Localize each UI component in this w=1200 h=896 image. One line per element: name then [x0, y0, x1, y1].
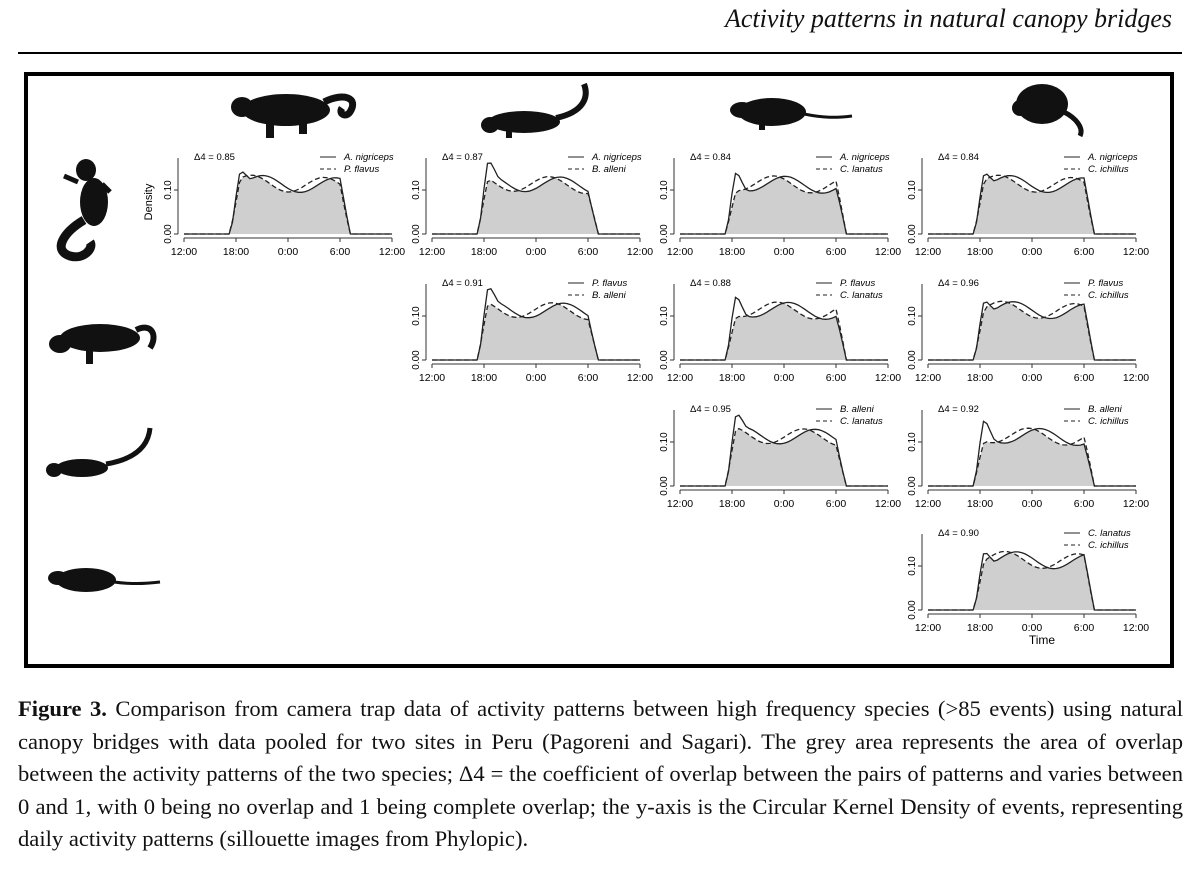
legend-species-b: C. ichillus: [1088, 416, 1129, 427]
x-tick-label: 6:00: [825, 498, 847, 510]
y-tick-label: 0.10: [907, 180, 918, 200]
x-tick-label: 12:00: [666, 372, 694, 384]
legend-species-b: B. alleni: [592, 164, 626, 175]
x-tick-label: 0:00: [277, 246, 299, 258]
x-tick-label: 18:00: [966, 498, 994, 510]
x-tick-label: 12:00: [874, 372, 902, 384]
header-rule: [18, 52, 1182, 54]
legend-species-a: A. nigriceps: [344, 152, 394, 163]
x-tick-label: 6:00: [577, 372, 599, 384]
legend-species-a: P. flavus: [840, 278, 876, 289]
x-tick-label: 0:00: [1021, 622, 1043, 634]
x-tick-label: 6:00: [1073, 498, 1095, 510]
legend-species-b: C. ichillus: [1088, 164, 1129, 175]
y-tick-label: 0.10: [907, 556, 918, 576]
density-axis-label: Density: [143, 183, 155, 221]
x-tick-label: 12:00: [1122, 498, 1150, 510]
x-tick-label: 12:00: [914, 246, 942, 258]
x-tick-label: 12:00: [1122, 372, 1150, 384]
y-tick-label: 0.00: [907, 350, 918, 370]
legend-species-b: C. lanatus: [840, 416, 883, 427]
y-tick-label: 0.10: [659, 180, 670, 200]
legend-species-a: B. alleni: [1088, 404, 1122, 415]
delta4-label: Δ4 = 0.88: [690, 278, 731, 289]
x-tick-label: 12:00: [418, 246, 446, 258]
y-tick-label: 0.00: [163, 224, 174, 244]
y-tick-label: 0.10: [163, 180, 174, 200]
x-tick-label: 12:00: [1122, 622, 1150, 634]
x-tick-label: 18:00: [470, 372, 498, 384]
x-tick-label: 0:00: [525, 246, 547, 258]
x-tick-label: 6:00: [825, 246, 847, 258]
legend-species-a: C. lanatus: [1088, 528, 1131, 539]
x-tick-label: 6:00: [1073, 372, 1095, 384]
y-tick-label: 0.10: [659, 306, 670, 326]
x-tick-label: 6:00: [825, 372, 847, 384]
legend-species-a: P. flavus: [592, 278, 628, 289]
x-tick-label: 12:00: [874, 498, 902, 510]
legend-species-a: P. flavus: [1088, 278, 1124, 289]
y-tick-label: 0.00: [411, 224, 422, 244]
y-tick-label: 0.00: [907, 600, 918, 620]
y-tick-label: 0.00: [659, 476, 670, 496]
legend-species-a: A. nigriceps: [1088, 152, 1138, 163]
y-tick-label: 0.10: [907, 306, 918, 326]
y-tick-label: 0.10: [659, 432, 670, 452]
x-tick-label: 18:00: [718, 246, 746, 258]
x-tick-label: 18:00: [966, 246, 994, 258]
x-tick-label: 6:00: [577, 246, 599, 258]
y-tick-label: 0.10: [411, 180, 422, 200]
y-tick-label: 0.00: [411, 350, 422, 370]
activity-overlap-figure: [24, 72, 1174, 668]
x-tick-label: 0:00: [773, 246, 795, 258]
x-tick-label: 18:00: [966, 622, 994, 634]
x-tick-label: 0:00: [525, 372, 547, 384]
x-tick-label: 6:00: [329, 246, 351, 258]
legend-species-b: P. flavus: [344, 164, 380, 175]
delta4-label: Δ4 = 0.85: [194, 152, 235, 163]
delta4-label: Δ4 = 0.96: [938, 278, 979, 289]
legend-species-b: C. lanatus: [840, 290, 883, 301]
x-tick-label: 18:00: [718, 498, 746, 510]
x-tick-label: 18:00: [222, 246, 250, 258]
y-tick-label: 0.00: [907, 224, 918, 244]
x-tick-label: 18:00: [966, 372, 994, 384]
legend-species-a: A. nigriceps: [840, 152, 890, 163]
legend-species-a: A. nigriceps: [592, 152, 642, 163]
x-tick-label: 12:00: [874, 246, 902, 258]
legend-species-b: B. alleni: [592, 290, 626, 301]
x-tick-label: 12:00: [378, 246, 406, 258]
y-tick-label: 0.00: [659, 350, 670, 370]
running-head: Activity patterns in natural canopy bridges: [725, 4, 1172, 33]
y-tick-label: 0.00: [659, 224, 670, 244]
delta4-label: Δ4 = 0.91: [442, 278, 483, 289]
x-tick-label: 12:00: [1122, 246, 1150, 258]
delta4-label: Δ4 = 0.95: [690, 404, 731, 415]
x-tick-label: 6:00: [1073, 622, 1095, 634]
x-tick-label: 12:00: [914, 498, 942, 510]
y-tick-label: 0.00: [907, 476, 918, 496]
y-tick-label: 0.10: [411, 306, 422, 326]
delta4-label: Δ4 = 0.84: [938, 152, 979, 163]
x-tick-label: 0:00: [1021, 498, 1043, 510]
delta4-label: Δ4 = 0.84: [690, 152, 731, 163]
legend-species-a: B. alleni: [840, 404, 874, 415]
x-tick-label: 12:00: [626, 372, 654, 384]
y-tick-label: 0.10: [907, 432, 918, 452]
delta4-label: Δ4 = 0.90: [938, 528, 979, 539]
x-tick-label: 0:00: [773, 498, 795, 510]
x-tick-label: 12:00: [914, 622, 942, 634]
x-tick-label: 12:00: [914, 372, 942, 384]
time-axis-label: Time: [1028, 633, 1056, 647]
x-tick-label: 12:00: [626, 246, 654, 258]
legend-species-b: C. lanatus: [840, 164, 883, 175]
x-tick-label: 12:00: [170, 246, 198, 258]
figure-caption: [18, 693, 1183, 856]
figure-label: Figure 3.: [18, 696, 107, 721]
delta4-label: Δ4 = 0.92: [938, 404, 979, 415]
x-tick-label: 18:00: [470, 246, 498, 258]
legend-species-b: C. ichillus: [1088, 540, 1129, 551]
delta4-label: Δ4 = 0.87: [442, 152, 483, 163]
x-tick-label: 0:00: [773, 372, 795, 384]
legend-species-b: C. ichillus: [1088, 290, 1129, 301]
x-tick-label: 12:00: [666, 498, 694, 510]
x-tick-label: 12:00: [418, 372, 446, 384]
x-tick-label: 6:00: [1073, 246, 1095, 258]
x-tick-label: 12:00: [666, 246, 694, 258]
caption-text: Comparison from camera trap data of activity patterns between high frequency species (>85 events) using natural canopy bridges with data pooled for two sites in Peru (Pagoreni and Sagari). The grey area represents the area of overlap between the activity patterns of the two species; Δ4 = the coefficient of overlap between the pairs of patterns and varies between 0 and 1, with 0 being no overlap and 1 being complete overlap; the y-axis is the Circular Kernel Density of events, representing daily activity patterns (sillouette images from Phylopic).: [18, 696, 1184, 851]
x-tick-label: 18:00: [718, 372, 746, 384]
x-tick-label: 0:00: [1021, 372, 1043, 384]
x-tick-label: 0:00: [1021, 246, 1043, 258]
